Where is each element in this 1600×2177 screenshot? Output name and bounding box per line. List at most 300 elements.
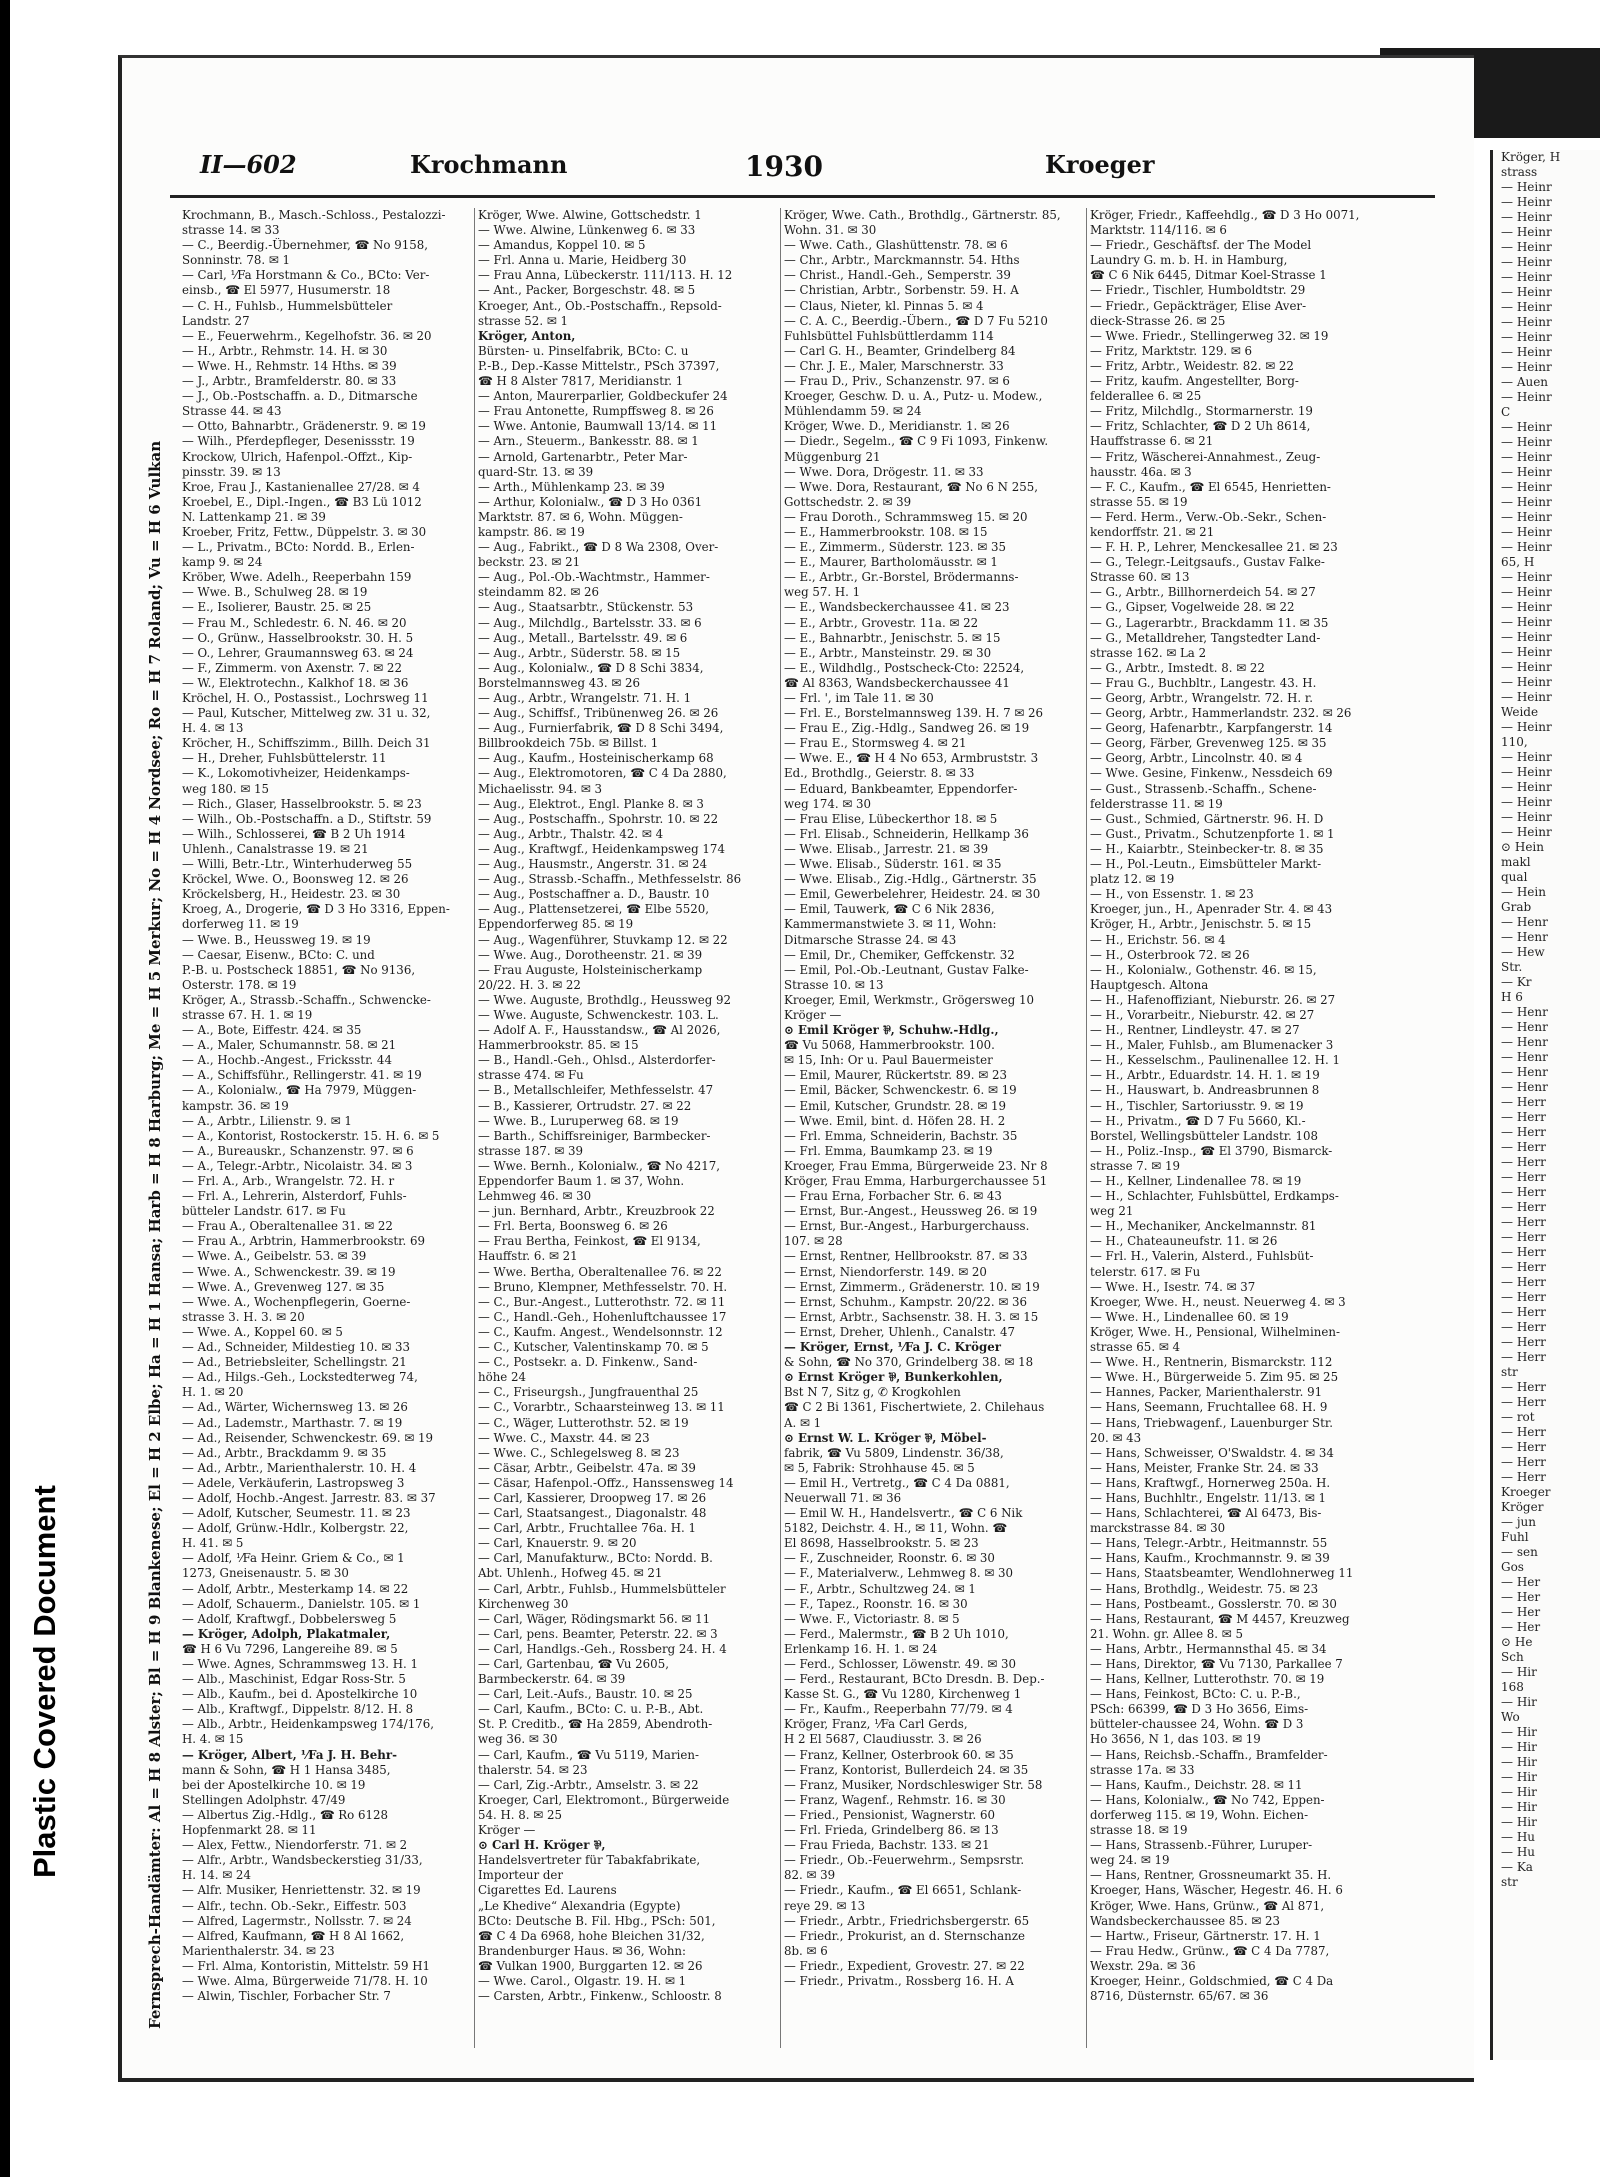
next-page-entry-line: — Heinr bbox=[1501, 270, 1552, 284]
directory-entry-line: — Frl. A., Arb., Wrangelstr. 72. H. r bbox=[182, 1174, 395, 1188]
next-page-entry-line: — Heinr bbox=[1501, 390, 1552, 404]
directory-entry-line: — Adolf, Kutscher, Seumestr. 11. ✉ 23 bbox=[182, 1506, 411, 1521]
next-page-entry-line: 168 bbox=[1501, 1680, 1524, 1694]
directory-entry-line: — Carl, Zig.-Arbtr., Amselstr. 3. ✉ 22 bbox=[478, 1777, 699, 1792]
directory-entry-line: — Ernst, Niendorferstr. 149. ✉ 20 bbox=[784, 1264, 987, 1279]
next-page-entry-line: — Kr bbox=[1501, 975, 1532, 989]
next-page-entry-line: qual bbox=[1501, 870, 1528, 884]
directory-entry-line: beckstr. 23. ✉ 21 bbox=[478, 555, 581, 570]
directory-entry-line: — C. A. C., Beerdig.-Übern., ☎ D 7 Fu 5210 bbox=[784, 313, 1048, 328]
directory-entry-line: strasse 18. ✉ 19 bbox=[1090, 1823, 1188, 1838]
directory-entry-line: — Aug., Arbtr., Süderstr. 58. ✉ 15 bbox=[478, 645, 681, 660]
directory-entry-line: — Wwe. A., Grevenweg 127. ✉ 35 bbox=[182, 1279, 385, 1294]
directory-entry-line: Mühlendamm 59. ✉ 24 bbox=[784, 404, 922, 419]
next-page-entry-line: str bbox=[1501, 1875, 1518, 1889]
directory-entry-line: — E., Isolierer, Baustr. 25. ✉ 25 bbox=[182, 600, 372, 615]
directory-entry-line: Kroebel, E., Dipl.-Ingen., ☎ B3 Lü 1012 bbox=[182, 494, 422, 509]
directory-entry-line: — Wwe. H., Bürgerweide 5. Zim 95. ✉ 25 bbox=[1090, 1370, 1339, 1385]
directory-entry-line: — Gust., Schmied, Gärtnerstr. 96. H. D bbox=[1090, 811, 1324, 826]
directory-entry-line: — C., Postsekr. a. D. Finkenw., Sand- bbox=[478, 1355, 698, 1370]
next-page-entry-line: — Henr bbox=[1501, 1080, 1548, 1094]
directory-entry-line: — Frau Antonette, Rumpffsweg 8. ✉ 26 bbox=[478, 404, 714, 419]
directory-entry-line: — Aug., Postschaffn., Spohrstr. 10. ✉ 22 bbox=[478, 811, 719, 826]
directory-entry-line: ☎ C 4 Da 6968, hohe Bleichen 31/32, bbox=[478, 1928, 705, 1943]
directory-entry-line: — Alex, Fettw., Niendorferstr. 71. ✉ 2 bbox=[182, 1838, 408, 1853]
directory-entry-line: — Wwe. Elisab., Zig.-Hdlg., Gärtnerstr. 35 bbox=[784, 872, 1037, 887]
directory-entry-line: — H., Chateauneufstr. 11. ✉ 26 bbox=[1090, 1234, 1278, 1249]
right-running-title: Kroeger bbox=[1045, 150, 1155, 179]
directory-entry-line: — Friedr., Arbtr., Friedrichsbergerstr. 65 bbox=[784, 1913, 1030, 1928]
directory-entry-line: — J., Arbtr., Bramfelderstr. 80. ✉ 33 bbox=[182, 374, 397, 389]
directory-entry-line: — E., Maurer, Bartholomäusstr. ✉ 1 bbox=[784, 555, 998, 570]
directory-entry-line: Kröchel, H. O., Postassist., Lochrsweg 11 bbox=[182, 691, 429, 705]
directory-entry-line: — Aug., Elektrot., Engl. Planke 8. ✉ 3 bbox=[478, 796, 704, 811]
directory-entry-line: — Hans, Kaufm., Krochmannstr. 9. ✉ 39 bbox=[1090, 1551, 1330, 1566]
directory-entry-line: weg 36. ✉ 30 bbox=[478, 1732, 558, 1747]
directory-entry-line: — Otto, Bahnarbtr., Grädenerstr. 9. ✉ 19 bbox=[182, 419, 426, 434]
directory-entry-line: — Hans, Restaurant, ☎ M 4457, Kreuzweg bbox=[1090, 1611, 1350, 1626]
directory-entry-line: Eppendorfer Baum 1. ✉ 37, Wohn. bbox=[478, 1174, 685, 1188]
directory-entry-line: — Georg, Arbtr., Wrangelstr. 72. H. r. bbox=[1090, 691, 1313, 705]
directory-entry-line: H. 1. ✉ 20 bbox=[182, 1385, 244, 1400]
directory-entry-line: — Kröger, Albert, ⅟Fa J. H. Behr- bbox=[182, 1747, 397, 1762]
directory-entry-line: — Wwe. A., Schwenckestr. 39. ✉ 19 bbox=[182, 1264, 396, 1279]
directory-entry-line: Kroeber, Fritz, Fettw., Düppelstr. 3. ✉ 30 bbox=[182, 524, 427, 539]
next-page-entry-line: — Heinr bbox=[1501, 585, 1552, 599]
directory-entry-line: — E., Arbtr., Grovestr. 11a. ✉ 22 bbox=[784, 615, 979, 630]
directory-entry-line: platz 12. ✉ 19 bbox=[1090, 872, 1175, 887]
directory-entry-line: strasse 187. ✉ 39 bbox=[478, 1143, 583, 1158]
next-page-entry-line: — Heinr bbox=[1501, 360, 1552, 374]
next-page-entry-line: — Heinr bbox=[1501, 480, 1552, 494]
next-page-entry-line: — Heinr bbox=[1501, 465, 1552, 479]
directory-entry-line: Cigarettes Ed. Laurens bbox=[478, 1883, 617, 1898]
directory-entry-line: Hauptgesch. Altona bbox=[1090, 977, 1209, 992]
directory-entry-line: — Alb., Kaufm., bei d. Apostelkirche 10 bbox=[182, 1687, 418, 1702]
directory-entry-line: — Aug., Elektromotoren, ☎ C 4 Da 2880, bbox=[478, 766, 727, 781]
directory-entry-line: — Friedr., Geschäftsf. der The Model bbox=[1090, 238, 1312, 253]
directory-entry-line: — Aug., Wagenführer, Stuvkamp 12. ✉ 22 bbox=[478, 932, 728, 947]
next-page-entry-line: — Hew bbox=[1501, 945, 1545, 959]
next-page-entry-line: — Heinr bbox=[1501, 285, 1552, 299]
directory-entry-line: — C., Wäger, Lutterothstr. 52. ✉ 19 bbox=[478, 1415, 689, 1430]
next-page-entry-line: — Herr bbox=[1501, 1140, 1546, 1154]
directory-entry-line: — Friedr., Prokurist, an d. Sternschanze bbox=[784, 1928, 1025, 1943]
directory-column-2 bbox=[478, 208, 778, 2058]
directory-entry-line: — E., Wandsbeckerchaussee 41. ✉ 23 bbox=[784, 600, 1010, 615]
next-page-entry-line: — Hir bbox=[1501, 1755, 1537, 1769]
directory-entry-line: — Kröger, Ernst, ⅟Fa J. C. Kröger bbox=[784, 1340, 1001, 1355]
directory-entry-line: ⊙ Ernst Kröger ⅌, Bunkerkohlen, bbox=[784, 1370, 1003, 1385]
directory-entry-line: — Friedr., Kaufm., ☎ El 6651, Schlank- bbox=[784, 1883, 1022, 1898]
directory-entry-line: Neuerwall 71. ✉ 36 bbox=[784, 1490, 902, 1505]
directory-entry-line: — Frl. Berta, Boonsweg 6. ✉ 26 bbox=[478, 1219, 668, 1234]
directory-entry-line: — Christian, Arbtr., Sorbenstr. 59. H. A bbox=[784, 283, 1019, 298]
directory-entry-line: — H., von Essenstr. 1. ✉ 23 bbox=[1090, 887, 1254, 902]
directory-entry-line: — Frau Bertha, Feinkost, ☎ El 9134, bbox=[478, 1234, 701, 1249]
directory-entry-line: Strasse 60. ✉ 13 bbox=[1090, 570, 1190, 585]
directory-entry-line: — H., Kaiarbtr., Steinbecker-tr. 8. ✉ 35 bbox=[1090, 841, 1324, 856]
directory-entry-line: — Frau Erna, Forbacher Str. 6. ✉ 43 bbox=[784, 1189, 1002, 1204]
directory-entry-line: — Aug., Strassb.-Schaffn., Methfesselstr. 86 bbox=[478, 872, 742, 887]
directory-entry-line: — Hans, Telegr.-Arbtr., Heitmannstr. 55 bbox=[1090, 1536, 1328, 1551]
directory-entry-line: — E., Feuerwehrm., Kegelhofstr. 36. ✉ 20 bbox=[182, 328, 432, 343]
directory-entry-line: — Alfr. Musiker, Henriettenstr. 32. ✉ 19 bbox=[182, 1883, 421, 1898]
directory-entry-line: — Wilh., Ob.-Postschaffn. a D., Stiftstr. 59 bbox=[182, 811, 432, 826]
next-page-entry-line: H 6 bbox=[1501, 990, 1523, 1004]
directory-entry-line: — Aug., Kaufm., Hosteinischerkamp 68 bbox=[478, 751, 714, 766]
directory-entry-line: — Ad., Reisender, Schwenckestr. 69. ✉ 19 bbox=[182, 1430, 434, 1445]
directory-entry-line: Müggenburg 21 bbox=[784, 449, 881, 464]
directory-entry-line: P.-B. u. Postscheck 18851, ☎ No 9136, bbox=[182, 962, 416, 977]
next-page-entry-line: — Heinr bbox=[1501, 645, 1552, 659]
directory-entry-line: — Hans, Arbtr., Hermannsthal 45. ✉ 34 bbox=[1090, 1641, 1327, 1656]
directory-entry-line: — Gust., Strassenb.-Schaffn., Schene- bbox=[1090, 781, 1317, 796]
directory-entry-line: — F., Arbtr., Schultzweg 24. ✉ 1 bbox=[784, 1581, 976, 1596]
directory-entry-line: — Wwe. Bernh., Kolonialw., ☎ No 4217, bbox=[478, 1158, 720, 1173]
directory-entry-line: — Emil, Bäcker, Schwenckestr. 6. ✉ 19 bbox=[784, 1083, 1017, 1098]
directory-entry-line: — Arthur, Kolonialw., ☎ D 3 Ho 0361 bbox=[478, 494, 703, 509]
next-page-entry-line: — Heinr bbox=[1501, 660, 1552, 674]
directory-entry-line: hausstr. 46a. ✉ 3 bbox=[1090, 464, 1192, 479]
directory-entry-line: — Hans, Kraftwgf., Hornerweg 250a. H. bbox=[1090, 1475, 1331, 1490]
directory-entry-line: — Adolf, Schauerm., Danielstr. 105. ✉ 1 bbox=[182, 1596, 421, 1611]
directory-entry-line: — Amandus, Koppel 10. ✉ 5 bbox=[478, 238, 646, 253]
directory-entry-line: — Wwe. Auguste, Schwenckestr. 103. L. bbox=[478, 1007, 719, 1022]
directory-entry-line: weg 180. ✉ 15 bbox=[182, 781, 270, 796]
directory-entry-line: — Ad., Wärter, Wichernsweg 13. ✉ 26 bbox=[182, 1400, 408, 1415]
next-page-entry-line: makl bbox=[1501, 855, 1531, 869]
next-page-entry-line: — Henr bbox=[1501, 1005, 1548, 1019]
next-page-entry-line: — Hir bbox=[1501, 1800, 1537, 1814]
directory-entry-line: — C., Handl.-Geh., Hohenluftchaussee 17 bbox=[478, 1309, 727, 1324]
directory-entry-line: Kroeg, A., Drogerie, ☎ D 3 Ho 3316, Eppen- bbox=[182, 902, 450, 917]
margin-note-container bbox=[15, 1340, 75, 1880]
next-page-entry-line: — Herr bbox=[1501, 1425, 1546, 1439]
directory-entry-line: Kroeger, Emil, Werkmstr., Grögersweg 10 bbox=[784, 992, 1035, 1007]
directory-entry-line: bütteler Landstr. 617. ✉ Fu bbox=[182, 1204, 346, 1219]
next-page-entry-line: — Henr bbox=[1501, 915, 1548, 929]
directory-column-1 bbox=[182, 208, 482, 2058]
directory-entry-line: — Hans, Triebwagenf., Lauenburger Str. bbox=[1090, 1415, 1333, 1430]
next-page-entry-line: — Heinr bbox=[1501, 435, 1552, 449]
directory-entry-line: — Friedr., Tischler, Humboldtstr. 29 bbox=[1090, 283, 1306, 298]
directory-entry-line: Kröckel, Wwe. O., Boonsweg 12. ✉ 26 bbox=[182, 872, 409, 887]
column-divider bbox=[1086, 208, 1087, 2048]
directory-entry-line: — Ad., Arbtr., Brackdamm 9. ✉ 35 bbox=[182, 1445, 387, 1460]
directory-entry-line: — Friedr., Expedient, Grovestr. 27. ✉ 22 bbox=[784, 1958, 1025, 1973]
directory-entry-line: — C., Bur.-Angest., Lutterothstr. 72. ✉ 11 bbox=[478, 1294, 726, 1309]
directory-entry-line: — O., Lehrer, Graumannsweg 63. ✉ 24 bbox=[182, 645, 414, 660]
directory-entry-line: kendorffstr. 21. ✉ 21 bbox=[1090, 524, 1215, 539]
directory-entry-line: — Claus, Nieter, kl. Pinnas 5. ✉ 4 bbox=[784, 298, 984, 313]
directory-entry-line: kampstr. 36. ✉ 19 bbox=[182, 1098, 289, 1113]
directory-entry-line: — Wwe. A., Geibelstr. 53. ✉ 39 bbox=[182, 1249, 367, 1264]
next-page-entry-line: — Herr bbox=[1501, 1395, 1546, 1409]
directory-entry-line: — H., Hafenoffiziant, Nieburstr. 26. ✉ 27 bbox=[1090, 992, 1336, 1007]
next-page-entry-line: — Heinr bbox=[1501, 795, 1552, 809]
directory-entry-line: — Wwe. Elisab., Jarrestr. 21. ✉ 39 bbox=[784, 841, 989, 856]
directory-entry-line: — Christ., Handl.-Geh., Semperstr. 39 bbox=[784, 268, 1011, 283]
directory-entry-line: telerstr. 617. ✉ Fu bbox=[1090, 1264, 1201, 1279]
directory-entry-line: — Carl, Arbtr., Fruchtallee 76a. H. 1 bbox=[478, 1521, 697, 1536]
directory-entry-line: Kroeger, Ant., Ob.-Postschaffn., Repsold- bbox=[478, 298, 722, 313]
directory-entry-line: ☎ C 2 Bi 1361, Fischertwiete, 2. Chilehaus bbox=[784, 1400, 1045, 1415]
directory-entry-line: — Wwe. Bertha, Oberaltenallee 76. ✉ 22 bbox=[478, 1264, 722, 1279]
directory-entry-line: — E., Arbtr., Mansteinstr. 29. ✉ 30 bbox=[784, 645, 992, 660]
directory-entry-line: — Anton, Maurerparlier, Goldbeckufer 24 bbox=[478, 389, 728, 404]
directory-entry-line: — Aug., Fabrikt., ☎ D 8 Wa 2308, Over- bbox=[478, 540, 719, 555]
directory-entry-line: & Sohn, ☎ No 370, Grindelberg 38. ✉ 18 bbox=[784, 1355, 1034, 1370]
directory-entry-line: Osterstr. 178. ✉ 19 bbox=[182, 977, 297, 992]
directory-entry-line: Kroeger, Geschw. D. u. A., Putz- u. Modew., bbox=[784, 389, 1043, 404]
directory-entry-line: felderallee 6. ✉ 25 bbox=[1090, 389, 1202, 404]
directory-entry-line: Hammerbrookstr. 85. ✉ 15 bbox=[478, 1038, 639, 1053]
directory-entry-line: ☎ H 6 Vu 7296, Langereihe 89. ✉ 5 bbox=[182, 1641, 398, 1656]
directory-entry-line: — H., Poliz.-Insp., ☎ El 3790, Bismarck- bbox=[1090, 1143, 1333, 1158]
column-divider bbox=[780, 208, 781, 2048]
directory-entry-line: — Hartw., Friseur, Gärtnerstr. 17. H. 1 bbox=[1090, 1928, 1321, 1943]
next-page-entry-line: — Heinr bbox=[1501, 600, 1552, 614]
directory-entry-line: H 2 El 5687, Claudiusstr. 3. ✉ 26 bbox=[784, 1732, 982, 1747]
directory-entry-line: — Emil, Kutscher, Grundstr. 28. ✉ 19 bbox=[784, 1098, 1006, 1113]
directory-entry-line: — C. H., Fuhlsb., Hummelsbütteler bbox=[182, 298, 393, 313]
directory-entry-line: — G., Telegr.-Leitgsaufs., Gustav Falke- bbox=[1090, 555, 1325, 570]
next-page-edge bbox=[1490, 150, 1600, 2060]
directory-entry-line: — B., Handl.-Geh., Ohlsd., Alsterdorfer- bbox=[478, 1053, 716, 1068]
directory-entry-line: — Hans, Reichsb.-Schaffn., Bramfelder- bbox=[1090, 1747, 1328, 1762]
directory-entry-line: ☎ C 6 Nik 6445, Ditmar Koel-Strasse 1 bbox=[1090, 268, 1327, 283]
next-page-entry-line: Wo bbox=[1501, 1710, 1520, 1724]
directory-entry-line: — Cäsar, Hafenpol.-Offz., Hanssensweg 14 bbox=[478, 1475, 734, 1490]
directory-entry-line: einsb., ☎ El 5977, Husumerstr. 18 bbox=[182, 283, 391, 298]
next-page-entry-line: — Herr bbox=[1501, 1335, 1546, 1349]
directory-entry-line: — Carl, Arbtr., Fuhlsb., Hummelsbütteler bbox=[478, 1581, 726, 1596]
directory-entry-line: — Ernst, Arbtr., Sachsenstr. 38. H. 3. ✉ 15 bbox=[784, 1309, 1039, 1324]
directory-entry-line: Gottschedstr. 2. ✉ 39 bbox=[784, 494, 912, 509]
next-page-entry-line: — Hir bbox=[1501, 1665, 1537, 1679]
directory-entry-line: — Aug., Postschaffner a. D., Baustr. 10 bbox=[478, 887, 710, 902]
directory-entry-line: — Carl, Staatsangest., Diagonalstr. 48 bbox=[478, 1506, 707, 1521]
next-page-entry-line: — Herr bbox=[1501, 1170, 1546, 1184]
directory-entry-line: H. 4. ✉ 15 bbox=[182, 1732, 244, 1747]
next-page-entry-line: — Herr bbox=[1501, 1350, 1546, 1364]
directory-entry-line: — E., Wildhdlg., Postscheck-Cto: 22524, bbox=[784, 660, 1025, 675]
directory-entry-line: — Hans, Postbeamt., Gosslerstr. 70. ✉ 30 bbox=[1090, 1596, 1337, 1611]
directory-entry-line: bei der Apostelkirche 10. ✉ 19 bbox=[182, 1777, 366, 1792]
directory-entry-line: — Wwe. B., Schulweg 28. ✉ 19 bbox=[182, 585, 368, 600]
next-page-entry-line: — Her bbox=[1501, 1620, 1541, 1634]
directory-entry-line: — Eduard, Bankbeamter, Eppendorfer- bbox=[784, 781, 1018, 796]
directory-entry-line: — A., Arbtr., Lilienstr. 9. ✉ 1 bbox=[182, 1113, 352, 1128]
next-page-entry-line: — Hir bbox=[1501, 1695, 1537, 1709]
directory-entry-line: — B., Kassierer, Ortrudstr. 27. ✉ 22 bbox=[478, 1098, 692, 1113]
directory-entry-line: — C., Kaufm. Angest., Wendelsonnstr. 12 bbox=[478, 1324, 723, 1339]
next-page-entry-line: — Herr bbox=[1501, 1110, 1546, 1124]
directory-entry-line: Kröger, Frau Emma, Harburgerchaussee 51 bbox=[784, 1174, 1048, 1188]
next-page-entry-line: — Heinr bbox=[1501, 345, 1552, 359]
directory-entry-line: Kasse St. G., ☎ Vu 1280, Kirchenweg 1 bbox=[784, 1687, 1022, 1702]
next-page-entry-line: — Her bbox=[1501, 1590, 1541, 1604]
directory-entry-line: — Aug., Milchdlg., Bartelsstr. 33. ✉ 6 bbox=[478, 615, 702, 630]
next-page-entry-line: — Herr bbox=[1501, 1245, 1546, 1259]
next-page-entry-line: — Auen bbox=[1501, 375, 1549, 389]
directory-entry-line: H. 14. ✉ 24 bbox=[182, 1868, 251, 1883]
directory-entry-line: — H., Kellner, Lindenallee 78. ✉ 19 bbox=[1090, 1174, 1302, 1188]
directory-entry-line: — Carl, Kaufm., ☎ Vu 5119, Marien- bbox=[478, 1747, 699, 1762]
directory-entry-line: — Ferd., Schlosser, Löwenstr. 49. ✉ 30 bbox=[784, 1657, 1017, 1671]
directory-entry-line: — G., Gipser, Vogelweide 28. ✉ 22 bbox=[1090, 600, 1295, 615]
directory-entry-line: — Cäsar, Arbtr., Geibelstr. 47a. ✉ 39 bbox=[478, 1460, 696, 1475]
next-page-entry-line: — Herr bbox=[1501, 1275, 1546, 1289]
directory-entry-line: strasse 14. ✉ 33 bbox=[182, 223, 280, 238]
directory-entry-line: El 8698, Hasselbrookstr. 5. ✉ 23 bbox=[784, 1536, 979, 1551]
directory-entry-line: „Le Khedive“ Alexandria (Egypte) bbox=[478, 1898, 681, 1913]
directory-entry-line: — Wwe. Agnes, Schrammsweg 13. H. 1 bbox=[182, 1657, 419, 1671]
directory-entry-line: — Alfred, Lagermstr., Nollsstr. 7. ✉ 24 bbox=[182, 1913, 412, 1928]
next-page-entry-line: Sch bbox=[1501, 1650, 1524, 1664]
directory-entry-line: — Aug., Kraftwgf., Heidenkampsweg 174 bbox=[478, 841, 725, 856]
next-page-entry-line: — Herr bbox=[1501, 1320, 1546, 1334]
directory-entry-line: — Frau G., Buchbltr., Langestr. 43. H. bbox=[1090, 675, 1317, 690]
next-page-entry-line: — Heinr bbox=[1501, 690, 1552, 704]
directory-entry-line: Kröger, Wwe. Alwine, Gottschedstr. 1 bbox=[478, 208, 702, 222]
directory-entry-line: strasse 55. ✉ 19 bbox=[1090, 494, 1188, 509]
directory-entry-line: — H., Arbtr., Eduardstr. 14. H. 1. ✉ 19 bbox=[1090, 1068, 1320, 1083]
directory-entry-line: — A., Hochb.-Angest., Fricksstr. 44 bbox=[182, 1053, 392, 1068]
next-page-entry-line: — Heinr bbox=[1501, 255, 1552, 269]
directory-entry-line: Handelsvertreter für Tabakfabrikate, bbox=[478, 1853, 701, 1868]
directory-entry-line: — Aug., Arbtr., Wrangelstr. 71. H. 1 bbox=[478, 691, 692, 705]
directory-entry-line: — Fr., Kaufm., Reeperbahn 77/79. ✉ 4 bbox=[784, 1702, 1013, 1717]
next-page-entry-line: — Herr bbox=[1501, 1125, 1546, 1139]
directory-entry-line: Ho 3656, N 1, das 103. ✉ 19 bbox=[1090, 1732, 1261, 1747]
directory-entry-line: — Adolf A. F., Hausstandsw., ☎ Al 2026, bbox=[478, 1023, 721, 1038]
next-page-entry-line: — Heinr bbox=[1501, 810, 1552, 824]
directory-entry-line: Bürsten- u. Pinselfabrik, BCto: C. u bbox=[478, 343, 689, 358]
next-page-entry-line: — Herr bbox=[1501, 1095, 1546, 1109]
next-page-entry-line: — Heinr bbox=[1501, 630, 1552, 644]
header-rule bbox=[170, 195, 1435, 198]
next-page-entry-line: — Heinr bbox=[1501, 495, 1552, 509]
directory-entry-line: P.-B., Dep.-Kasse Mittelstr., PSch 37397, bbox=[478, 358, 720, 373]
directory-entry-line: — Wwe. Alwine, Lünkenweg 6. ✉ 33 bbox=[478, 223, 696, 238]
directory-entry-line: Bst N 7, Sitz g, ✆ Krogkohlen bbox=[784, 1385, 961, 1400]
directory-entry-line: — H., Osterbrook 72. ✉ 26 bbox=[1090, 947, 1250, 962]
next-page-entry-line: — Herr bbox=[1501, 1470, 1546, 1484]
directory-entry-line: Kröger, Wwe. Cath., Brothdlg., Gärtnerstr. 85, bbox=[784, 208, 1061, 222]
directory-entry-line: — Hannes, Packer, Marienthalerstr. 91 bbox=[1090, 1385, 1323, 1400]
directory-entry-line: Strasse 44. ✉ 43 bbox=[182, 404, 282, 419]
directory-entry-line: — Frl. ', im Tale 11. ✉ 30 bbox=[784, 691, 934, 705]
directory-column-3 bbox=[784, 208, 1084, 2058]
directory-entry-line: — Wwe. H., Isestr. 74. ✉ 37 bbox=[1090, 1279, 1256, 1294]
directory-entry-line: — Wwe. C., Schlegelsweg 8. ✉ 23 bbox=[478, 1445, 680, 1460]
directory-entry-line: — O., Grünw., Hasselbrookstr. 30. H. 5 bbox=[182, 630, 414, 645]
directory-entry-line: — Hans, Direktor, ☎ Vu 7130, Parkallee 7 bbox=[1090, 1657, 1343, 1671]
directory-entry-line: — Franz, Musiker, Nordschleswiger Str. 58 bbox=[784, 1777, 1043, 1792]
directory-entry-line: Ditmarsche Strasse 24. ✉ 43 bbox=[784, 932, 957, 947]
directory-entry-line: Kroeger, Carl, Elektromont., Bürgerweide bbox=[478, 1792, 730, 1807]
directory-entry-line: N. Lattenkamp 21. ✉ 39 bbox=[182, 509, 326, 524]
next-page-entry-line: — Heinr bbox=[1501, 180, 1552, 194]
directory-entry-line: 1273, Gneisenaustr. 5. ✉ 30 bbox=[182, 1566, 349, 1581]
directory-entry-line: — H., Vorarbeitr., Nieburstr. 42. ✉ 27 bbox=[1090, 1007, 1315, 1022]
directory-entry-line: — Hans, Seemann, Fruchtallee 68. H. 9 bbox=[1090, 1400, 1328, 1415]
directory-entry-line: — Friedr., Gepäckträger, Elise Aver- bbox=[1090, 298, 1307, 313]
next-page-entry-line: — Herr bbox=[1501, 1215, 1546, 1229]
directory-entry-line: — Frau Doroth., Schrammsweg 15. ✉ 20 bbox=[784, 509, 1028, 524]
next-page-entry-line: — Hir bbox=[1501, 1770, 1537, 1784]
directory-entry-line: — Ferd. Herm., Verw.-Ob.-Sekr., Schen- bbox=[1090, 509, 1327, 524]
directory-entry-line: — E., Hammerbrookstr. 108. ✉ 15 bbox=[784, 524, 988, 539]
directory-entry-line: — Fritz, Wäscherei-Annahmest., Zeug- bbox=[1090, 449, 1321, 464]
directory-entry-line: — H., Arbtr., Rehmstr. 14. H. ✉ 30 bbox=[182, 343, 388, 358]
directory-entry-line: — Emil, Tauwerk, ☎ C 6 Nik 2836, bbox=[784, 902, 995, 917]
directory-entry-line: Kröger, Friedr., Kaffeehdlg., ☎ D 3 Ho 0071, bbox=[1090, 208, 1360, 222]
next-page-entry-line: — Heinr bbox=[1501, 615, 1552, 629]
next-page-entry-line: — Hir bbox=[1501, 1740, 1537, 1754]
directory-entry-line: — Wwe. F., Victoriastr. 8. ✉ 5 bbox=[784, 1611, 960, 1626]
directory-entry-line: Kirchenweg 30 bbox=[478, 1596, 569, 1611]
directory-entry-line: — Wwe. Dora, Drögestr. 11. ✉ 33 bbox=[784, 464, 984, 479]
directory-entry-line: Billbrookdeich 75b. ✉ Billst. 1 bbox=[478, 736, 659, 751]
directory-entry-line: — F., Zimmerm. von Axenstr. 7. ✉ 22 bbox=[182, 660, 402, 675]
next-page-entry-line: — Heinr bbox=[1501, 825, 1552, 839]
directory-entry-line: Kroeger, Heinr., Goldschmied, ☎ C 4 Da bbox=[1090, 1973, 1334, 1988]
next-page-entry-line: — Heinr bbox=[1501, 525, 1552, 539]
directory-entry-line: Kröger — bbox=[784, 1007, 842, 1022]
directory-entry-line: Kröger, A., Strassb.-Schaffn., Schwencke- bbox=[182, 992, 431, 1007]
directory-entry-line: Marktstr. 114/116. ✉ 6 bbox=[1090, 223, 1227, 238]
directory-entry-line: — Aug., Pol.-Ob.-Wachtmstr., Hammer- bbox=[478, 570, 710, 585]
directory-entry-line: BCto: Deutsche B. Fil. Hbg., PSch: 501, bbox=[478, 1913, 716, 1928]
directory-entry-line: — Aug., Furnierfabrik, ☎ D 8 Schi 3494, bbox=[478, 721, 724, 736]
directory-entry-line: — Wwe. Elisab., Süderstr. 161. ✉ 35 bbox=[784, 857, 1002, 872]
directory-entry-line: Kroe, Frau J., Kastanienallee 27/28. ✉ 4 bbox=[182, 479, 420, 494]
directory-entry-line: Hauffstr. 6. ✉ 21 bbox=[478, 1249, 578, 1264]
next-page-entry-line: — Heinr bbox=[1501, 780, 1552, 794]
directory-entry-line: — H., Rentner, Lindleystr. 47. ✉ 27 bbox=[1090, 1023, 1300, 1038]
directory-entry-line: strasse 52. ✉ 1 bbox=[478, 313, 568, 328]
directory-entry-line: Hopfenmarkt 28. ✉ 11 bbox=[182, 1823, 317, 1838]
directory-entry-line: — Adele, Verkäuferin, Lastropsweg 3 bbox=[182, 1475, 405, 1490]
directory-entry-line: — C., Vorarbtr., Schaarsteinweg 13. ✉ 11 bbox=[478, 1400, 725, 1415]
directory-entry-line: — H., Hauswart, b. Andreasbrunnen 8 bbox=[1090, 1083, 1320, 1098]
directory-entry-line: — Wwe. Emil, bint. d. Höfen 28. H. 2 bbox=[784, 1113, 1006, 1128]
directory-entry-line: Kröger, Wwe. D., Meridianstr. 1. ✉ 26 bbox=[784, 419, 1010, 434]
directory-entry-line: — Carl, Leit.-Aufs., Baustr. 10. ✉ 25 bbox=[478, 1687, 693, 1702]
directory-entry-line: — Wwe. Alma, Bürgerweide 71/78. H. 10 bbox=[182, 1973, 428, 1988]
directory-entry-line: — E., Arbtr., Gr.-Borstel, Brödermanns- bbox=[784, 570, 1019, 585]
directory-entry-line: dorferweg 115. ✉ 19, Wohn. Eichen- bbox=[1090, 1807, 1309, 1822]
directory-entry-line: Kröger, H., Arbtr., Jenischstr. 5. ✉ 15 bbox=[1090, 917, 1312, 932]
directory-entry-line: — Frl. Anna u. Marie, Heidberg 30 bbox=[478, 253, 687, 268]
directory-entry-line: Hauffstrasse 6. ✉ 21 bbox=[1090, 434, 1214, 449]
directory-entry-line: weg 24. ✉ 19 bbox=[1090, 1853, 1170, 1868]
directory-entry-line: — Wwe. H., Rehmstr. 14 Hths. ✉ 39 bbox=[182, 358, 397, 373]
directory-entry-line: — Wwe. Aug., Dorotheenstr. 21. ✉ 39 bbox=[478, 947, 703, 962]
directory-entry-line: ✉ 15, Inh: Or u. Paul Bauermeister bbox=[784, 1053, 993, 1068]
directory-entry-line: — Carl, Manufakturw., BCto: Nordd. B. bbox=[478, 1551, 713, 1566]
next-page-entry-line: — Heinr bbox=[1501, 750, 1552, 764]
directory-entry-line: — Carl, Kassierer, Droopweg 17. ✉ 26 bbox=[478, 1490, 707, 1505]
next-page-entry-line: — Henr bbox=[1501, 1035, 1548, 1049]
directory-entry-line: — Frau Anna, Lübeckerstr. 111/113. H. 12 bbox=[478, 268, 733, 283]
next-page-entry-line: strass bbox=[1501, 165, 1538, 179]
directory-entry-line: weg 57. H. 1 bbox=[784, 585, 861, 600]
directory-entry-line: Kröger, Wwe. H., Pensional, Wilhelminen- bbox=[1090, 1324, 1340, 1339]
